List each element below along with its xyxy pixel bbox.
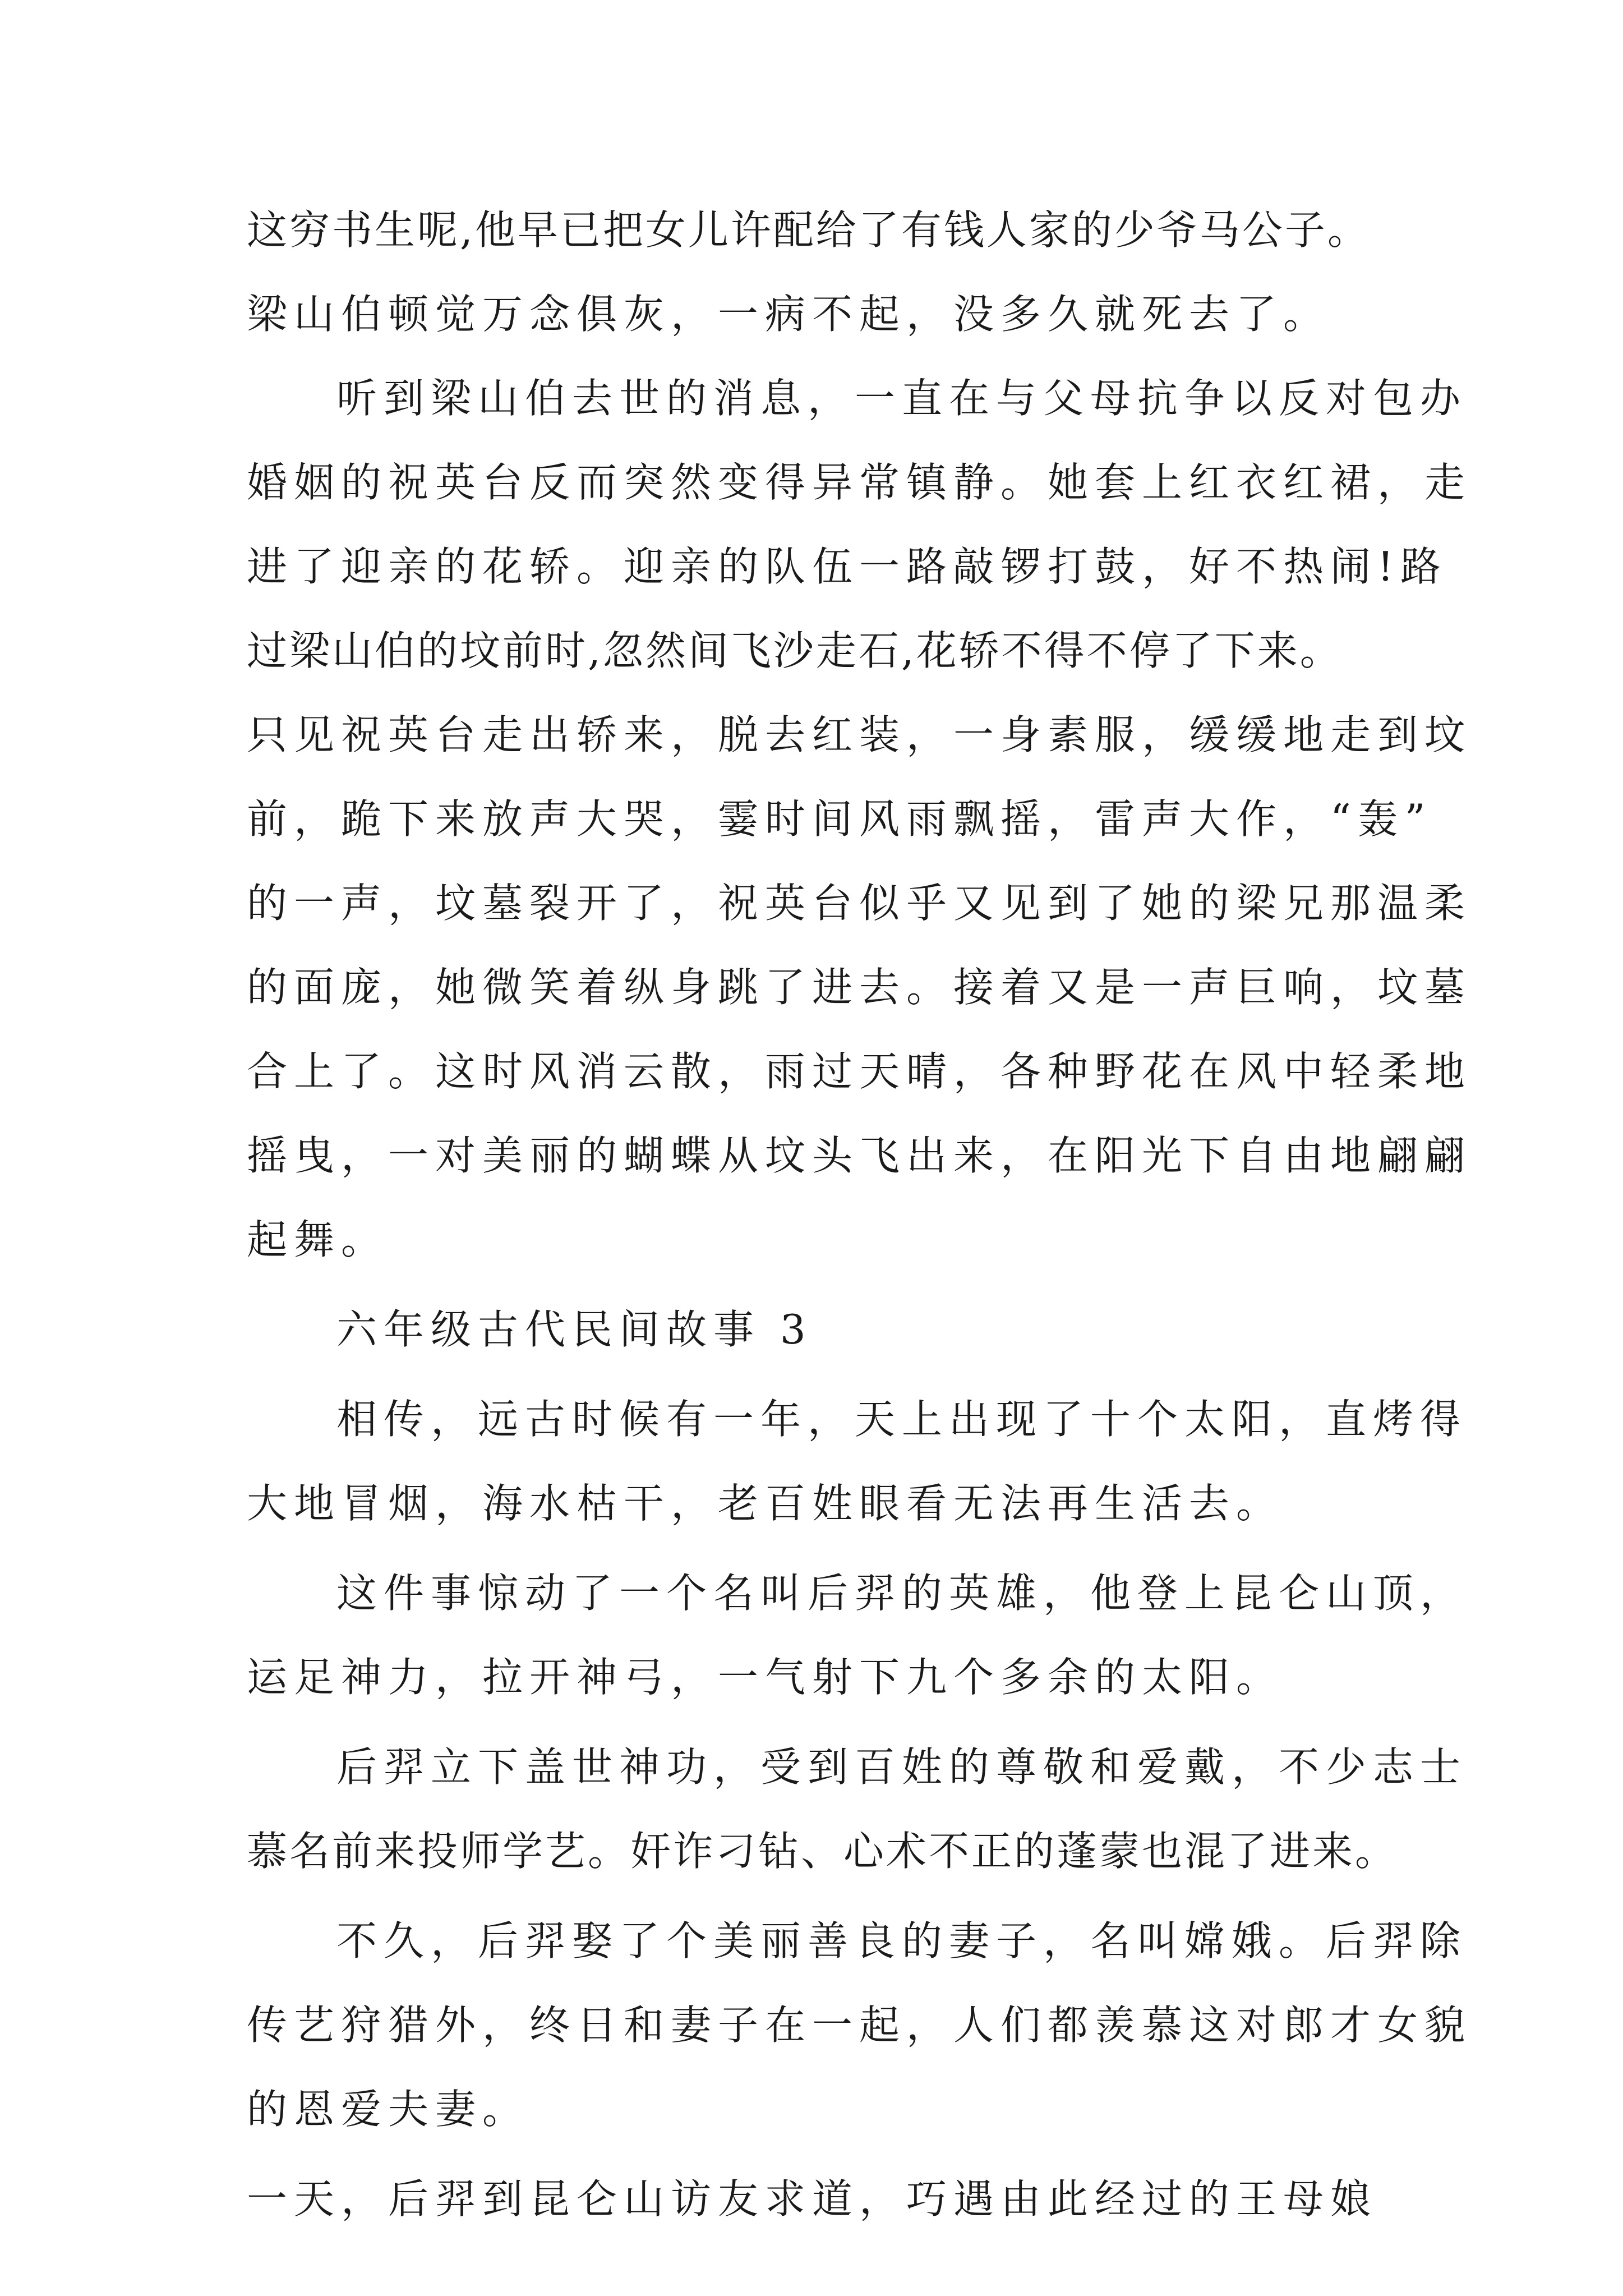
text-line: 运足神力，拉开神弓，一气射下九个多余的太阳。	[247, 1654, 1284, 1701]
section-heading: 六年级古代民间故事 3	[336, 1306, 813, 1353]
text-line: 合上了。这时风消云散，雨过天晴，各种野花在风中轻柔地	[247, 1048, 1472, 1095]
text-line: 的恩爱夫妻。	[247, 2086, 530, 2133]
text-line: 起舞。	[247, 1216, 389, 1263]
text-line: 只见祝英台走出轿来，脱去红装，一身素服，缓缓地走到坟	[247, 711, 1472, 758]
text-line: 前，跪下来放声大哭，霎时间风雨飘摇，雷声大作，“轰”	[247, 795, 1432, 843]
text-line: 相传，远古时候有一年，天上出现了十个太阳，直烤得	[336, 1396, 1468, 1443]
text-line: 听到梁山伯去世的消息，一直在与父母抗争以反对包办	[336, 375, 1468, 422]
text-line: 梁山伯顿觉万念俱灰，一病不起，没多久就死去了。	[247, 291, 1331, 338]
text-line: 后羿立下盖世神功，受到百姓的尊敬和爱戴，不少志士	[336, 1743, 1468, 1791]
text-line: 传艺狩猎外，终日和妻子在一起，人们都羡慕这对郎才女貌	[247, 2001, 1472, 2049]
text-line: 婚姻的祝英台反而突然变得异常镇静。她套上红衣红裙，走	[247, 459, 1472, 506]
text-line: 过梁山伯的坟前时,忽然间飞沙走石,花轿不得不停了下来。	[247, 627, 1343, 674]
text-line: 一天，后羿到昆仑山访友求道，巧遇由此经过的王母娘	[247, 2175, 1378, 2223]
text-line: 的一声，坟墓裂开了，祝英台似乎又见到了她的梁兄那温柔	[247, 880, 1472, 927]
text-line: 大地冒烟，海水枯干，老百姓眼看无法再生活去。	[247, 1480, 1284, 1527]
text-line: 这件事惊动了一个名叫后羿的英雄，他登上昆仑山顶，	[336, 1570, 1468, 1617]
text-line: 摇曳，一对美丽的蝴蝶从坟头飞出来，在阳光下自由地翩翩	[247, 1132, 1472, 1179]
text-line: 这穷书生呢,他早已把女儿许配给了有钱人家的少爷马公子。	[247, 206, 1370, 254]
text-line: 进了迎亲的花轿。迎亲的队伍一路敲锣打鼓，好不热闹!路	[247, 543, 1447, 590]
text-line: 的面庞，她微笑着纵身跳了进去。接着又是一声巨响，坟墓	[247, 964, 1472, 1011]
text-line: 不久，后羿娶了个美丽善良的妻子，名叫嫦娥。后羿除	[336, 1917, 1468, 1964]
text-line: 慕名前来投师学艺。奸诈刁钻、心术不正的蓬蒙也混了进来。	[247, 1828, 1398, 1875]
